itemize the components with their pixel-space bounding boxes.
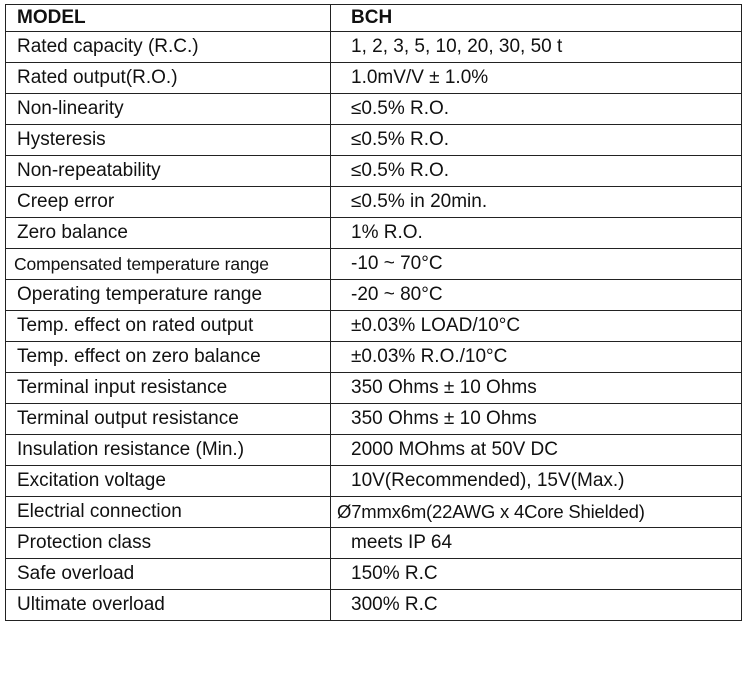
table-row <box>6 404 742 435</box>
spec-value: 2000 MOhms at 50V DC <box>331 435 742 466</box>
spec-name: Non-linearity <box>6 94 331 125</box>
header-model-label: MODEL <box>6 5 331 32</box>
table-row <box>6 497 742 528</box>
spec-value: -20 ~ 80°C <box>331 280 742 311</box>
table-row <box>6 63 742 94</box>
header-model-value: BCH <box>331 5 742 32</box>
spec-value: ≤0.5% R.O. <box>331 125 742 156</box>
table-row <box>6 125 742 156</box>
table-row <box>6 32 742 63</box>
table-row <box>6 94 742 125</box>
spec-name: Temp. effect on rated output <box>6 311 331 342</box>
spec-value: 1.0mV/V ± 1.0% <box>331 63 742 94</box>
spec-value: 10V(Recommended), 15V(Max.) <box>331 466 742 497</box>
spec-name: Compensated temperature range <box>6 249 331 280</box>
spec-name: Insulation resistance (Min.) <box>6 435 331 466</box>
spec-value: 350 Ohms ± 10 Ohms <box>331 404 742 435</box>
spec-name: Operating temperature range <box>6 280 331 311</box>
spec-value: ±0.03% LOAD/10°C <box>331 311 742 342</box>
spec-value: 1, 2, 3, 5, 10, 20, 30, 50 t <box>331 32 742 63</box>
table-row <box>6 590 742 621</box>
spec-name: Terminal output resistance <box>6 404 331 435</box>
table-header-row <box>6 5 742 32</box>
spec-name: Rated capacity (R.C.) <box>6 32 331 63</box>
spec-table <box>5 4 742 621</box>
table-row <box>6 249 742 280</box>
spec-name: Non-repeatability <box>6 156 331 187</box>
table-row <box>6 342 742 373</box>
spec-value: 350 Ohms ± 10 Ohms <box>331 373 742 404</box>
spec-name: Safe overload <box>6 559 331 590</box>
spec-name: Protection class <box>6 528 331 559</box>
spec-value: meets IP 64 <box>331 528 742 559</box>
table-row <box>6 435 742 466</box>
spec-name: Electrial connection <box>6 497 331 528</box>
spec-name: Zero balance <box>6 218 331 249</box>
table-row <box>6 311 742 342</box>
spec-value: ≤0.5% in 20min. <box>331 187 742 218</box>
table-row <box>6 218 742 249</box>
table-row <box>6 280 742 311</box>
table-row <box>6 528 742 559</box>
table-row <box>6 373 742 404</box>
spec-value: ±0.03% R.O./10°C <box>331 342 742 373</box>
spec-name: Ultimate overload <box>6 590 331 621</box>
spec-value: Ø7mmx6m(22AWG x 4Core Shielded) <box>331 497 742 528</box>
spec-name: Temp. effect on zero balance <box>6 342 331 373</box>
spec-value: ≤0.5% R.O. <box>331 94 742 125</box>
spec-table-body <box>6 5 742 621</box>
spec-name: Creep error <box>6 187 331 218</box>
spec-name: Rated output(R.O.) <box>6 63 331 94</box>
table-row <box>6 466 742 497</box>
spec-value: 1% R.O. <box>331 218 742 249</box>
spec-name: Excitation voltage <box>6 466 331 497</box>
table-row <box>6 559 742 590</box>
spec-value: 150% R.C <box>331 559 742 590</box>
spec-name: Terminal input resistance <box>6 373 331 404</box>
table-row <box>6 187 742 218</box>
spec-name: Hysteresis <box>6 125 331 156</box>
spec-value: ≤0.5% R.O. <box>331 156 742 187</box>
table-row <box>6 156 742 187</box>
spec-value: -10 ~ 70°C <box>331 249 742 280</box>
spec-value: 300% R.C <box>331 590 742 621</box>
